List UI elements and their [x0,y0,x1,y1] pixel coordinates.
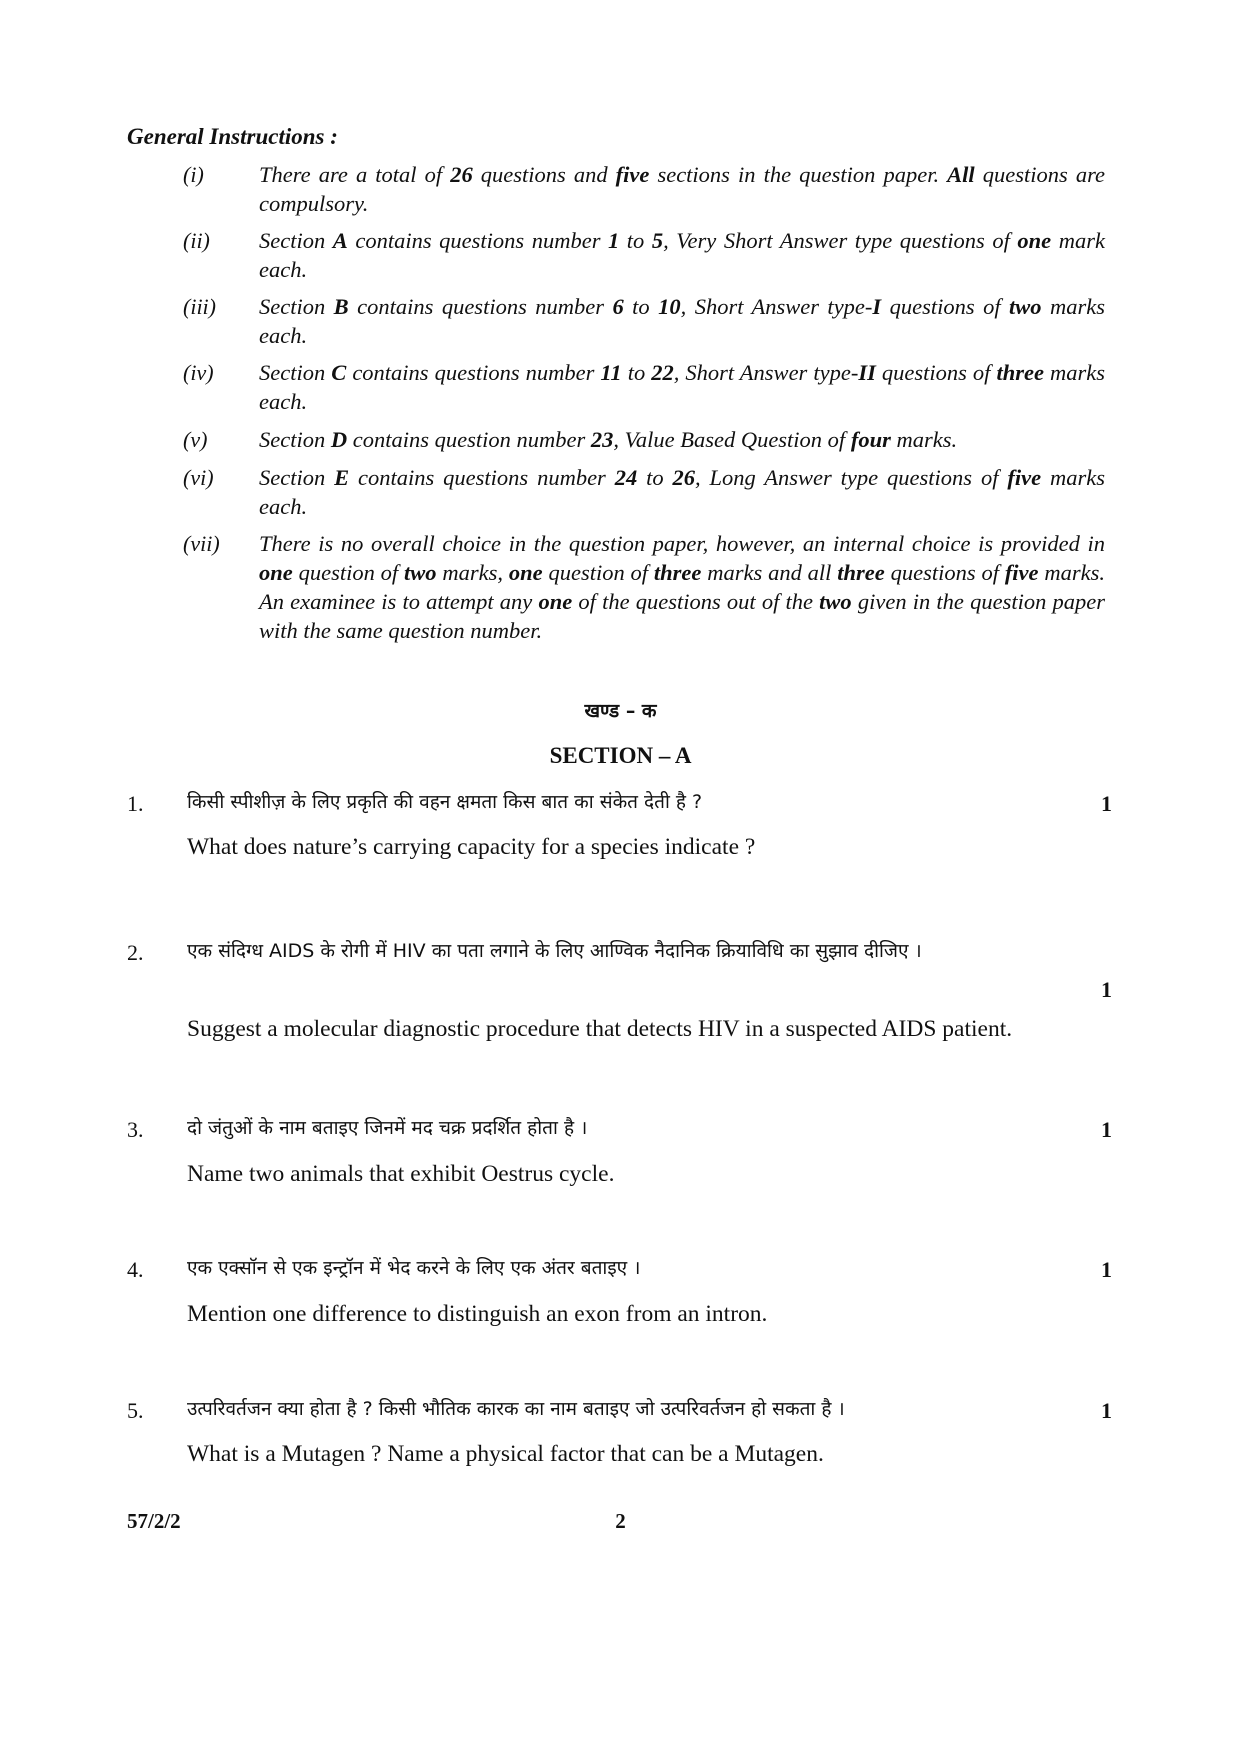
instruction-fragment: to [623,294,659,319]
emphasis-text: two [1009,294,1042,319]
emphasis-text: one [538,589,573,614]
section-heading-hindi: खण्ड – क [584,700,657,722]
question-english: Name two animals that exhibit Oestrus cycle. [187,1161,615,1187]
emphasis-text: 5 [651,228,664,253]
instruction-fragment: marks each. [259,294,1105,348]
instruction-number: (v) [183,427,208,452]
instruction-fragment: questions of [881,294,1010,319]
instruction-fragment: questions are compulsory. [259,162,1105,216]
emphasis-text: 1 [608,228,620,253]
emphasis-text: 22 [651,360,674,385]
emphasis-text: three [653,560,702,585]
question-number: 2. [127,940,144,965]
instruction-fragment: questions of [875,360,997,385]
instruction-fragment: marks. [890,427,958,452]
instruction-text [259,463,1105,521]
question-english: What is a Mutagen ? Name a physical factor that can be a Mutagen. [187,1441,824,1467]
instruction-number: (ii) [183,228,210,253]
instruction-fragment: contains questions number [347,228,608,253]
instruction-fragment: contains question number [347,427,591,452]
emphasis-text: one [1017,228,1052,253]
instruction-number: (vi) [183,465,214,490]
emphasis-text: 26 [450,162,473,187]
page-number: 2 [615,1509,626,1533]
instruction-fragment: of the questions out of the [572,589,820,614]
instruction-fragment: , Value Based Question of [613,427,851,452]
emphasis-text: All [947,162,975,187]
emphasis-text: five [615,162,650,187]
section-heading-english: SECTION – A [549,743,692,768]
instruction-text [259,358,1105,416]
instruction-fragment: marks and all [701,560,838,585]
emphasis-text: B [333,294,349,319]
question-english: What does nature’s carrying capacity for a species indicate ? [187,834,756,860]
instruction-text [259,529,1105,645]
instruction-number: (iv) [183,360,214,385]
instruction-fragment: mark each. [259,228,1105,282]
instruction-fragment: Section [259,228,333,253]
instruction-fragment: questions and [472,162,616,187]
instruction-fragment: to [621,360,652,385]
instruction-fragment: marks, [436,560,509,585]
instruction-fragment: , Very Short Answer type questions of [663,228,1018,253]
instruction-fragment: , Short Answer type- [673,360,859,385]
general-instructions-title: General Instructions : [127,124,338,149]
emphasis-text: two [819,589,852,614]
emphasis-text: 10 [658,294,681,319]
instruction-text [259,160,1105,218]
instruction-number: (vii) [183,531,220,556]
question-marks: 1 [1101,1398,1112,1423]
emphasis-text: 24 [614,465,638,490]
question-hindi: दो जंतुओं के नाम बताइए जिनमें मद चक्र प्रदर्शित होता है । [187,1117,588,1139]
instruction-fragment: question of [542,560,654,585]
instruction-fragment: Section [259,294,334,319]
instruction-fragment: question of [292,560,405,585]
instruction-fragment: Section [259,360,332,385]
instruction-fragment: There is no overall choice in the question paper, however, an internal choice is provided in [259,531,1105,556]
emphasis-text: four [850,427,891,452]
instruction-fragment: marks each. [259,465,1105,519]
instruction-fragment: contains questions number [348,294,613,319]
instruction-fragment: There are a total of [259,162,451,187]
instruction-text [259,292,1105,350]
emphasis-text: 11 [600,360,622,385]
instruction-text [259,226,1105,284]
instruction-fragment: , Long Answer type questions of [695,465,1008,490]
emphasis-text: C [331,360,347,385]
instruction-fragment: contains questions number [349,465,615,490]
instruction-fragment: to [619,228,652,253]
emphasis-text: II [858,360,876,385]
question-marks: 1 [1101,791,1112,816]
emphasis-text: 6 [612,294,624,319]
question-english: Suggest a molecular diagnostic procedure that detects HIV in a suspected AIDS patient. [187,1016,1013,1042]
emphasis-text: E [334,465,350,490]
question-english: Mention one difference to distinguish an exon from an intron. [187,1301,768,1327]
question-hindi: एक एक्सॉन से एक इन्ट्रॉन में भेद करने के लिए एक अंतर बताइए । [187,1257,641,1279]
emphasis-text: three [996,360,1044,385]
instruction-fragment: , Short Answer type- [680,294,873,319]
instruction-fragment: Section [259,427,331,452]
question-marks: 1 [1101,1257,1112,1282]
emphasis-text: one [259,560,293,585]
instruction-text [259,425,1105,454]
instruction-fragment: given in the question paper with the same question number. [259,589,1106,643]
question-number: 3. [127,1117,144,1142]
question-number: 5. [127,1398,144,1423]
emphasis-text: A [332,228,348,253]
paper-code: 57/2/2 [127,1509,181,1533]
instruction-fragment: marks. An examinee is to attempt any [259,560,1105,614]
instruction-fragment: Section [259,465,335,490]
emphasis-text: 26 [672,465,696,490]
instruction-number: (i) [183,162,204,187]
question-number: 4. [127,1257,144,1282]
emphasis-text: two [404,560,437,585]
instruction-fragment: sections in the question paper. [649,162,948,187]
emphasis-text: one [508,560,543,585]
emphasis-text: five [1004,560,1039,585]
emphasis-text: three [837,560,885,585]
instruction-fragment: to [637,465,673,490]
instruction-fragment: contains questions number [346,360,601,385]
question-hindi: उत्परिवर्तजन क्या होता है ? किसी भौतिक कारक का नाम बताइए जो उत्परिवर्तजन हो सकता है । [187,1398,845,1420]
instruction-fragment: questions of [884,560,1005,585]
instruction-fragment: marks each. [259,360,1105,414]
question-marks: 1 [1101,977,1112,1002]
question-hindi: एक संदिग्ध AIDS के रोगी में HIV का पता लगाने के लिए आण्विक नैदानिक क्रियाविधि का सुझाव दीजिए । [187,940,922,962]
question-hindi: किसी स्पीशीज़ के लिए प्रकृति की वहन क्षमता किस बात का संकेत देती है ? [187,791,703,813]
instruction-number: (iii) [183,294,216,319]
emphasis-text: D [330,427,348,452]
emphasis-text: five [1007,465,1042,490]
emphasis-text: I [872,294,882,319]
question-marks: 1 [1101,1117,1112,1142]
emphasis-text: 23 [590,427,614,452]
question-number: 1. [127,791,144,816]
